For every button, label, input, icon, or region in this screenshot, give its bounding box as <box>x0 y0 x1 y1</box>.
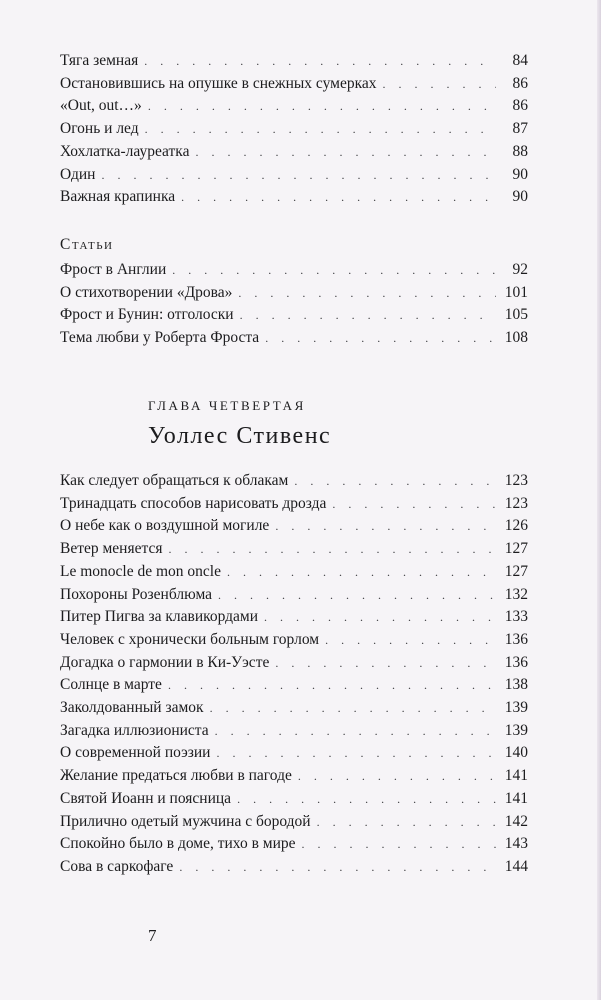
toc-entry <box>60 95 528 118</box>
toc-entry-page: 140 <box>504 744 528 762</box>
toc-entry <box>60 674 528 697</box>
section-heading-articles: Статьи <box>60 236 114 253</box>
toc-entry-title: Фрост в Англии <box>60 261 167 278</box>
toc-entry-title: Важная крапинка <box>60 188 176 206</box>
dot-leader <box>294 470 496 493</box>
toc-entry-page: 143 <box>504 835 528 853</box>
toc-entry-title: Le monocle de mon oncle <box>60 562 221 580</box>
toc-entry-title: О современной поэзии <box>60 744 211 762</box>
toc-entry-page: 123 <box>504 494 528 512</box>
toc-entry <box>60 470 528 493</box>
toc-entry-page: 127 <box>504 540 528 558</box>
toc-entry-page: 132 <box>504 585 528 603</box>
toc-entry-page: 101 <box>504 283 528 301</box>
dot-leader <box>216 742 496 765</box>
toc-entry-page: 136 <box>504 630 528 648</box>
toc-entry <box>60 720 528 743</box>
toc-entry <box>60 584 528 607</box>
toc-entry <box>60 327 528 350</box>
toc-entry <box>60 259 528 282</box>
toc-entry-title: Сова в саркофаге <box>60 857 174 875</box>
toc-entry-title: Питер Пигва за клавикордами <box>60 608 259 626</box>
dot-leader <box>168 674 496 697</box>
toc-entry-title: Остановившись на опушке в снежных сумерках <box>60 74 377 92</box>
toc-entry-page: 133 <box>504 608 528 626</box>
toc-entry-page: 138 <box>504 676 528 694</box>
dot-leader <box>215 720 496 743</box>
toc-entry-title: Как следует обращаться к облакам <box>60 472 289 489</box>
dot-leader <box>218 584 496 607</box>
toc-section-articles <box>60 259 528 350</box>
toc-entry <box>60 304 528 327</box>
toc-entry-title: Тринадцать способов нарисовать дрозда <box>60 494 327 512</box>
toc-entry-page: 123 <box>504 472 528 489</box>
dot-leader <box>144 50 496 73</box>
dot-leader <box>275 652 496 675</box>
toc-entry <box>60 73 528 96</box>
toc-entry <box>60 282 528 305</box>
toc-entry-page: 142 <box>504 812 528 830</box>
toc-entry <box>60 788 528 811</box>
toc-entry <box>60 697 528 720</box>
dot-leader <box>317 811 496 834</box>
toc-entry <box>60 50 528 73</box>
toc-entry-title: О небе как о воздушной могиле <box>60 517 270 535</box>
toc-entry-page: 141 <box>504 789 528 807</box>
dot-leader <box>275 515 496 538</box>
toc-entry-title: О стихотворении «Дрова» <box>60 283 233 301</box>
toc-entry-title: Похороны Розенблюма <box>60 585 213 603</box>
dot-leader <box>195 141 496 164</box>
toc-entry <box>60 538 528 561</box>
toc-entry-page: 127 <box>504 562 528 580</box>
toc-entry <box>60 765 528 788</box>
dot-leader <box>264 606 496 629</box>
toc-entry-page: 126 <box>504 517 528 535</box>
dot-leader <box>179 856 496 879</box>
chapter-title: Уоллес Стивенс <box>148 423 332 449</box>
toc-entry-title: Огонь и лед <box>60 120 139 138</box>
toc-entry <box>60 652 528 675</box>
toc-entry-page: 139 <box>504 699 528 717</box>
dot-leader <box>181 186 496 209</box>
page-edge-shadow <box>597 0 601 1000</box>
toc-entry-title: Тема любви у Роберта Фроста <box>60 329 260 347</box>
page-number: 7 <box>148 926 157 945</box>
toc-entry <box>60 186 528 209</box>
toc-entry-page: 90 <box>512 188 528 206</box>
toc-entry-title: Догадка о гармонии в Ки-Уэсте <box>60 653 270 671</box>
dot-leader <box>332 493 496 516</box>
dot-leader <box>383 73 496 96</box>
toc-entry <box>60 493 528 516</box>
dot-leader <box>148 95 496 118</box>
toc-entry <box>60 606 528 629</box>
toc-entry-title: Заколдованный замок <box>60 699 204 717</box>
toc-entry-page: 136 <box>504 653 528 671</box>
toc-entry <box>60 856 528 879</box>
toc-entry-page: 90 <box>512 165 528 183</box>
toc-entry-title: Ветер меняется <box>60 540 163 558</box>
toc-entry-page: 105 <box>504 306 528 324</box>
toc-entry-title: Хохлатка-лауреатка <box>60 142 190 160</box>
dot-leader <box>325 629 496 652</box>
toc-entry-page: 86 <box>512 74 528 92</box>
dot-leader <box>237 788 496 811</box>
dot-leader <box>265 327 496 350</box>
dot-leader <box>298 765 496 788</box>
toc-entry-title: Желание предаться любви в пагоде <box>60 767 292 785</box>
toc-entry <box>60 811 528 834</box>
dot-leader <box>302 833 496 856</box>
toc-section-poems <box>60 50 528 209</box>
toc-entry-page: 108 <box>504 329 528 347</box>
dot-leader <box>238 282 496 305</box>
toc-entry <box>60 164 528 187</box>
toc-entry-page: 144 <box>504 857 528 875</box>
dot-leader <box>168 538 496 561</box>
toc-entry-title: Один <box>60 165 96 183</box>
toc-entry-page: 141 <box>504 767 528 785</box>
toc-entry-title: Святой Иоанн и поясница <box>60 789 232 807</box>
toc-entry-title: Спокойно было в доме, тихо в мире <box>60 835 296 853</box>
toc-entry-page: 139 <box>504 721 528 739</box>
dot-leader <box>240 304 496 327</box>
toc-entry-page: 88 <box>512 142 528 160</box>
dot-leader <box>172 259 496 282</box>
toc-entry-title: Тяга земная <box>60 52 139 69</box>
toc-entry-page: 86 <box>512 97 528 115</box>
toc-entry <box>60 742 528 765</box>
toc-entry-title: «Out, out…» <box>60 97 142 115</box>
toc-entry <box>60 629 528 652</box>
toc-entry-title: Солнце в марте <box>60 676 162 694</box>
toc-entry-title: Человек с хронически больным горлом <box>60 630 320 648</box>
toc-entry-title: Фрост и Бунин: отголоски <box>60 306 234 324</box>
toc-entry-page: 87 <box>512 120 528 138</box>
toc-entry <box>60 118 528 141</box>
toc-entry-page: 84 <box>512 52 528 69</box>
dot-leader <box>101 164 496 187</box>
dot-leader <box>210 697 496 720</box>
toc-entry <box>60 141 528 164</box>
toc-entry <box>60 833 528 856</box>
toc-section-stevens <box>60 470 528 879</box>
toc-entry <box>60 515 528 538</box>
dot-leader <box>145 118 496 141</box>
toc-entry <box>60 561 528 584</box>
chapter-label: ГЛАВА ЧЕТВЕРТАЯ <box>148 398 306 413</box>
toc-entry-title: Загадка иллюзиониста <box>60 721 209 739</box>
toc-entry-title: Прилично одетый мужчина с бородой <box>60 812 311 830</box>
dot-leader <box>227 561 496 584</box>
toc-entry-page: 92 <box>512 261 528 278</box>
